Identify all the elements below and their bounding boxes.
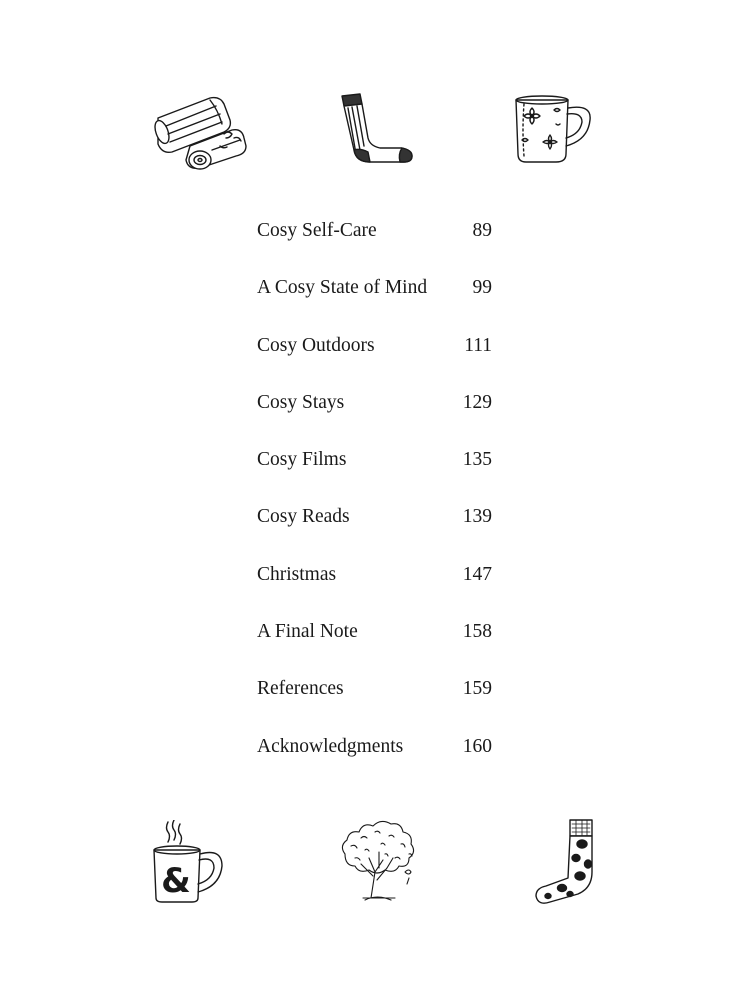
tree-icon [335,818,425,903]
toc-entry-title: A Final Note [257,621,358,643]
toc-entry-title: References [257,678,344,700]
toc-entry-title: A Cosy State of Mind [257,277,428,299]
toc-entry-page: 111 [464,334,492,356]
toc-entry-title: Cosy Reads [257,506,350,528]
toc-entry-page: 160 [462,735,492,757]
toc-entry-page: 159 [462,678,492,700]
toc-entry-title: Cosy Films [257,449,347,471]
toc-entry-christmas[interactable] [257,558,497,615]
sock-icon [330,90,420,170]
toc-entry-page: 135 [462,449,492,471]
toc-entry-title: Acknowledgments [257,735,404,757]
table-of-contents [257,214,497,787]
spotted-sock-icon [532,816,602,906]
toc-entry-title: Cosy Outdoors [257,334,375,356]
toc-entry-cosy-outdoors[interactable] [257,329,497,386]
toc-entry-page: 89 [472,220,492,241]
toc-entry-a-cosy-state-of-mind[interactable] [257,271,497,328]
flower-mug-icon [510,90,600,170]
toc-entry-title: Christmas [257,563,337,585]
log-icon [150,90,250,170]
ampersand-glyph: & [161,861,191,901]
toc-entry-a-final-note[interactable] [257,615,497,672]
toc-entry-page: 158 [462,621,492,643]
toc-entry-page: 129 [462,391,492,413]
toc-entry-page: 99 [472,277,492,299]
toc-entry-page: 139 [462,506,492,528]
toc-entry-cosy-reads[interactable] [257,500,497,557]
toc-entry-cosy-stays[interactable] [257,386,497,443]
toc-entry-references[interactable] [257,672,497,729]
toc-entry-cosy-films[interactable] [257,443,497,500]
toc-entry-page: 147 [462,563,492,585]
toc-entry-cosy-self-care[interactable] [257,214,497,271]
toc-entry-acknowledgments[interactable] [257,730,497,787]
ampersand-mug-icon [150,820,230,905]
toc-entry-title: Cosy Self-Care [257,220,377,241]
toc-entry-title: Cosy Stays [257,391,345,413]
